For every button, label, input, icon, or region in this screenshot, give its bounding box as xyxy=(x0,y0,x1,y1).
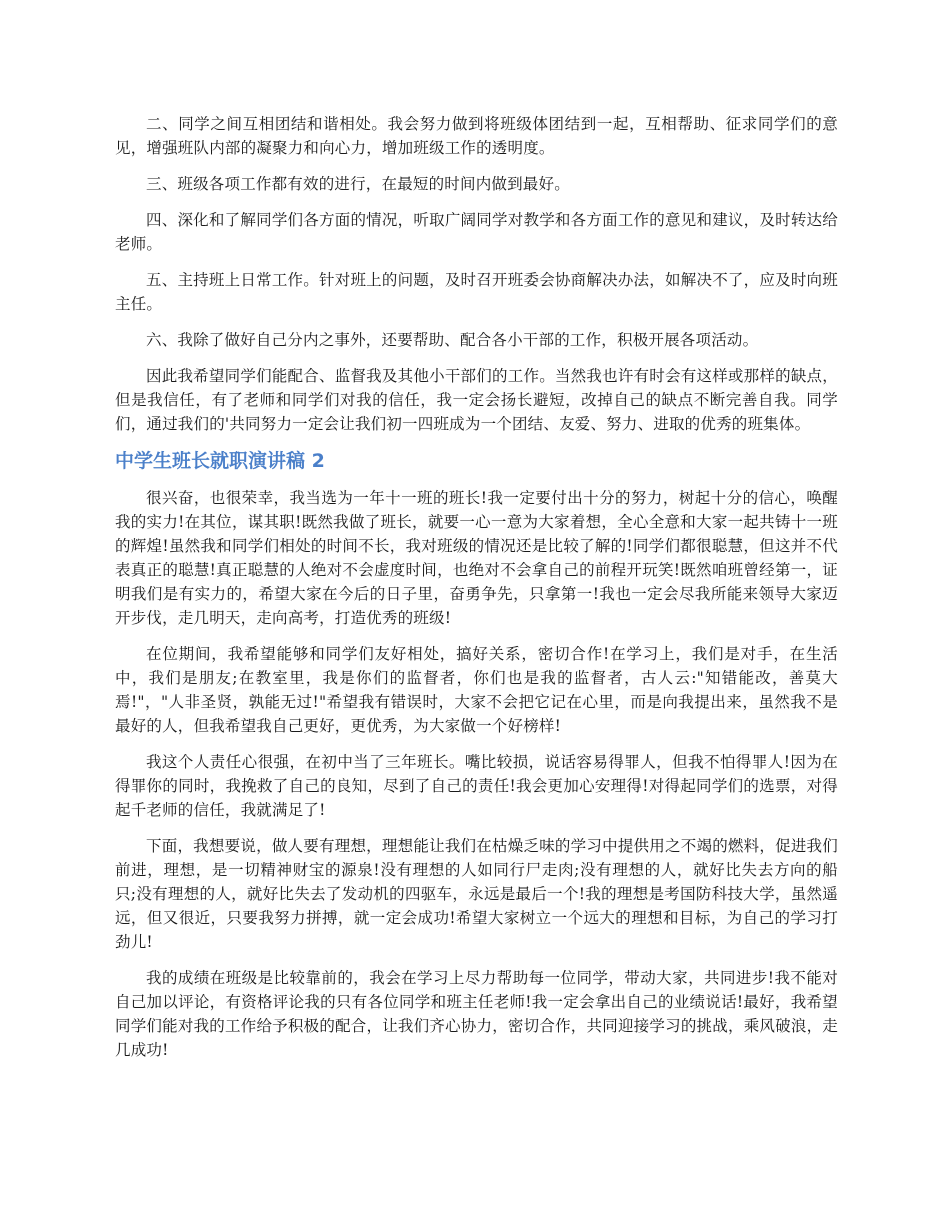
paragraph: 因此我希望同学们能配合、监督我及其他小干部们的工作。当然我也许有时会有这样或那样的缺点，但是我信任，有了老师和同学们对我的信任，我一定会扬长避短，改掉自己的缺点不断完善自我。同学们，通过我们的'共同努力一定会让我们初一四班成为一个团结、友爱、努力、进取的优秀的班集体。 xyxy=(115,367,838,433)
paragraph: 四、深化和了解同学们各方面的情况，听取广阔同学对教学和各方面工作的意见和建议，及时转达给老师。 xyxy=(115,211,838,253)
paragraph: 我这个人责任心很强，在初中当了三年班长。嘴比较损，说话容易得罪人，但我不怕得罪人!因为在得罪你的同时，我挽救了自己的良知，尽到了自己的责任!我会更加心安理得!对得起同学们的选票，对得起千老师的信任，我就满足了! xyxy=(115,753,838,819)
paragraph: 我的成绩在班级是比较靠前的，我会在学习上尽力帮助每一位同学，带动大家，共同进步!我不能对自己加以评论，有资格评论我的只有各位同学和班主任老师!我一定会拿出自己的业绩说话!最好，我希望同学们能对我的工作给予积极的配合，让我们齐心协力，密切合作，共同迎接学习的挑战，乘风破浪，走几成功! xyxy=(115,969,838,1059)
paragraph: 六、我除了做好自己分内之事外，还要帮助、配合各小干部的工作，积极开展各项活动。 xyxy=(146,331,759,349)
paragraph: 五、主持班上日常工作。针对班上的问题，及时召开班委会协商解决办法，如解决不了，应及时向班主任。 xyxy=(115,271,838,313)
paragraph: 下面，我想要说，做人要有理想，理想能让我们在枯燥乏味的学习中提供用之不竭的燃料，促进我们前进，理想，是一切精神财宝的源泉!没有理想的人如同行尸走肉;没有理想的人，就好比失去方向的船只;没有理想的人，就好比失去了发动机的四驱车，永远是最后一个!我的理想是考国防科技大学，虽然遥远，但又很近，只要我努力拼搏，就一定会成功!希望大家树立一个远大的理想和目标，为自己的学习打劲儿! xyxy=(115,837,838,951)
document-page xyxy=(115,112,838,1074)
section-heading: 中学生班长就职演讲稿 2 xyxy=(115,450,325,472)
paragraph: 二、同学之间互相团结和谐相处。我会努力做到将班级体团结到一起，互相帮助、征求同学们的意见，增强班队内部的凝聚力和向心力，增加班级工作的透明度。 xyxy=(115,115,838,157)
paragraph: 在位期间，我希望能够和同学们友好相处，搞好关系，密切合作!在学习上，我们是对手，在生活中，我们是朋友;在教室里，我是你们的监督者，你们也是我的监督者，古人云:"知错能改，善莫大焉!"，"人非圣贤，孰能无过!"希望我有错误时，大家不会把它记在心里，而是向我提出来，虽然我不是最好的人，但我希望我自己更好，更优秀，为大家做一个好榜样! xyxy=(115,645,838,735)
paragraph: 很兴奋，也很荣幸，我当选为一年十一班的班长!我一定要付出十分的努力，树起十分的信心，唤醒我的实力!在其位，谋其职!既然我做了班长，就要一心一意为大家着想，全心全意和大家一起共铸十一班的辉煌!虽然我和同学们相处的时间不长，我对班级的情况还是比较了解的!同学们都很聪慧，但这并不代表真正的聪慧!真正聪慧的人绝对不会虚度时间，也绝对不会拿自己的前程开玩笑!既然咱班曾经第一，证明我们是有实力的，希望大家在今后的日子里，奋勇争先，只拿第一!我也一定会尽我所能来领导大家迈开步伐，走几明天，走向高考，打造优秀的班级! xyxy=(115,489,838,627)
paragraph: 三、班级各项工作都有效的进行，在最短的时间内做到最好。 xyxy=(146,175,570,193)
